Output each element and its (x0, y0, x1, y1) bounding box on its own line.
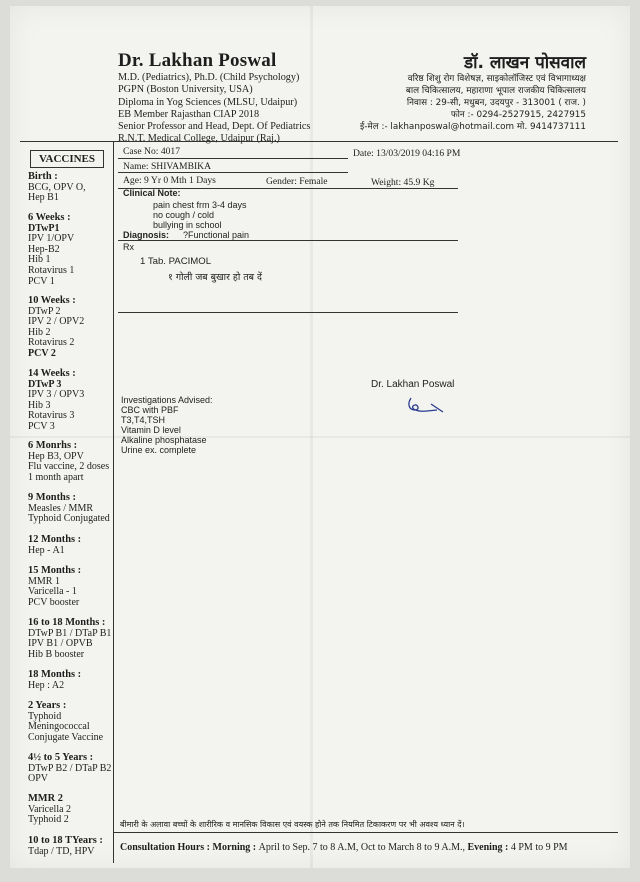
header-hindi (346, 50, 586, 133)
vaccine-heading: 15 Months : (28, 565, 82, 576)
vaccine-item: Hep - A1 (28, 544, 65, 556)
vaccine-item: Typhoid 2 (28, 814, 69, 826)
vaccine-heading: MMR 2 (28, 793, 63, 804)
vaccine-group-6-weeks (28, 213, 132, 287)
vaccine-item: MMR 1 (28, 575, 60, 587)
case-number: Case No: 4017 (123, 146, 181, 157)
hindi-line: बाल चिकित्सालय, महाराणा भूपाल राजकीय चिकित्सालय (405, 86, 586, 96)
vaccine-item: Rotavirus 1 (28, 264, 75, 276)
qualification-line: EB Member Rajasthan CIAP 2018 (118, 108, 260, 120)
header-english (118, 50, 310, 146)
vaccine-item: Hib 1 (28, 254, 51, 266)
qualification-line: Diploma in Yog Sciences (MLSU, Udaipur) (118, 96, 298, 108)
signature-mark-icon (403, 394, 453, 416)
diagnosis-underline (118, 240, 458, 241)
investigation-item: Urine ex. complete (121, 445, 197, 455)
vaccine-heading: 18 Months : (28, 669, 82, 680)
medication-line: 1 Tab. PACIMOL (140, 256, 212, 267)
case-underline (118, 158, 348, 159)
investigations-block (121, 395, 213, 455)
vaccine-item: Flu vaccine, 2 doses (28, 461, 110, 473)
vaccine-item: Varicella - 1 (28, 586, 77, 598)
investigations-label: Investigations Advised: (121, 395, 213, 405)
vaccine-item: Varicella 2 (28, 803, 72, 815)
vaccine-heading: 9 Months : (28, 492, 76, 503)
clinical-note-line: pain chest frm 3-4 days (153, 200, 247, 210)
clinical-note-label: Clinical Note: (123, 188, 181, 198)
vaccine-item: Hep-B2 (28, 243, 60, 255)
vaccine-group-6-months (28, 441, 132, 483)
vaccine-heading: 2 Years : (28, 700, 67, 711)
vaccine-item: PCV 2 (28, 347, 56, 359)
vaccine-group-9-months (28, 493, 132, 525)
vaccine-group-2-years (28, 701, 132, 743)
vaccine-group-4-5-years (28, 753, 132, 785)
vaccine-item: Hib 3 (28, 399, 51, 411)
hindi-line: वरिष्ठ शिशु रोग विशेषज्ञ, साइकोलॉजिस्ट एवं विभागाध्यक्ष (407, 74, 586, 84)
vaccine-group-10-weeks (28, 296, 132, 360)
vaccine-item: IPV B1 / OPVB (28, 638, 93, 650)
vaccine-group-birth (28, 172, 132, 204)
vaccine-item: PCV 1 (28, 275, 55, 287)
vaccine-item: 1 month apart (28, 471, 84, 483)
vaccine-item: BCG, OPV O, (28, 181, 86, 193)
hindi-line: ई-मेल :- lakhanposwal@hotmail.com मो. 9414737111 (359, 122, 586, 132)
patient-gender: Gender: Female (266, 176, 328, 187)
vaccine-item: Hib B booster (28, 648, 85, 660)
vaccine-group-10-18-years (28, 836, 132, 857)
vaccine-item: PCV 3 (28, 420, 55, 432)
morning-label: Morning : (212, 842, 257, 853)
qualification-line: PGPN (Boston University, USA) (118, 84, 253, 96)
vaccine-group-15-months (28, 566, 132, 608)
vaccine-heading: 12 Months : (28, 534, 82, 545)
morning-hours: April to Sep. 7 to 8 A.M, Oct to March 8 to 9 A.M., (258, 842, 466, 853)
vaccine-group-12-months (28, 535, 132, 556)
vaccine-group-mmr2 (28, 794, 132, 826)
vaccine-heading: 6 Monrhs : (28, 440, 78, 451)
signature-name: Dr. Lakhan Poswal (371, 379, 455, 390)
vaccine-item: Rotavirus 3 (28, 410, 75, 422)
vaccine-item: DTwP 3 (28, 378, 62, 390)
qualification-line: Senior Professor and Head, Dept. Of Pediatrics (118, 121, 311, 133)
vaccine-item: DTwP B1 / DTaP B1 (28, 627, 112, 639)
vaccine-item: DTwP B2 / DTaP B2 (28, 762, 112, 774)
vaccine-item: Hep B1 (28, 192, 59, 204)
consultation-hours (120, 842, 568, 853)
vaccine-heading: 4½ to 5 Years : (28, 752, 94, 763)
vaccine-item: IPV 1/OPV (28, 233, 75, 245)
investigation-item: Alkaline phosphatase (121, 435, 207, 445)
doctor-name-hindi: डॉ. लाखन पोसवाल (464, 53, 586, 73)
vaccine-item: Tdap / TD, HPV (28, 845, 95, 857)
vaccine-item: DTwP1 (28, 222, 60, 234)
header-divider (20, 141, 618, 142)
vaccine-item: Typhoid (28, 710, 62, 722)
footer-divider (113, 832, 618, 833)
vaccine-item: Hep B3, OPV (28, 450, 84, 462)
diagnosis-text: ?Functional pain (183, 230, 250, 240)
vaccine-item: DTwP 2 (28, 305, 61, 317)
vaccine-group-18-months (28, 670, 132, 691)
vaccine-heading: 6 Weeks : (28, 212, 71, 223)
evening-label: Evening : (467, 842, 509, 853)
patient-name: Name: SHIVAMBIKA (123, 161, 212, 172)
medication-instruction: १ गोली जब बुखार हो तब दें (168, 272, 262, 283)
vaccine-item: Hep : A2 (28, 679, 65, 691)
investigation-item: Vitamin D level (121, 425, 181, 435)
vaccine-item: Conjugate Vaccine (28, 731, 104, 743)
vaccine-heading: 10 Weeks : (28, 295, 76, 306)
evening-hours: 4 PM to 9 PM (510, 842, 568, 853)
rx-label: Rx (123, 242, 134, 252)
hindi-line: निवास : 29-सी, मधुबन, उदयपुर - 313001 ( राज. ) (406, 98, 586, 108)
vaccine-item: OPV (28, 773, 49, 785)
investigation-item: T3,T4,TSH (121, 415, 166, 425)
vaccine-item: IPV 3 / OPV3 (28, 389, 85, 401)
vaccine-group-14-weeks (28, 369, 132, 433)
vaccine-item: PCV booster (28, 596, 80, 608)
vaccine-item: Typhoid Conjugated (28, 513, 110, 525)
vaccines-title: VACCINES (30, 150, 104, 168)
vaccine-heading: Birth : (28, 171, 58, 182)
name-underline (118, 172, 348, 173)
vaccine-heading: 14 Weeks : (28, 368, 76, 379)
vaccine-heading: 16 to 18 Months : (28, 617, 106, 628)
rx-underline (118, 312, 458, 313)
patient-age: Age: 9 Yr 0 Mth 1 Days (123, 175, 216, 186)
vaccine-group-16-18-months (28, 618, 132, 660)
vaccine-item: Meningococcal (28, 721, 90, 733)
vaccine-heading: 10 to 18 TYears : (28, 835, 103, 846)
qualification-line: M.D. (Pediatrics), Ph.D. (Child Psychology) (118, 72, 300, 83)
paper-fold (10, 436, 630, 438)
vaccine-item: Hib 2 (28, 326, 51, 338)
vaccine-item: Measles / MMR (28, 502, 93, 514)
clinical-note-line: no cough / cold (153, 210, 215, 220)
visit-date: Date: 13/03/2019 04:16 PM (353, 148, 461, 159)
prescription-page (10, 6, 630, 868)
doctor-name: Dr. Lakhan Poswal (118, 50, 277, 71)
hindi-line: फोन :- 0294-2527915, 2427915 (450, 110, 586, 120)
vaccine-item: Rotavirus 2 (28, 337, 75, 349)
patient-weight: Weight: 45.9 Kg (371, 177, 435, 188)
footer-hindi-note: बीमारी के अलावा बच्चों के शारीरिक व मानसिक विकास एवं वयस्क होने तक नियमित टिकाकरण पर भी अवश्य ध्यान दें। (120, 820, 465, 829)
clinical-note-line: bullying in school (153, 220, 222, 230)
vaccine-item: IPV 2 / OPV2 (28, 316, 85, 328)
consult-label: Consultation Hours : (120, 842, 211, 853)
qualification-line: R.N.T. Medical College, Udaipur (Raj.) (118, 133, 280, 145)
diagnosis-label: Diagnosis: (123, 230, 170, 240)
investigation-item: CBC with PBF (121, 405, 179, 415)
